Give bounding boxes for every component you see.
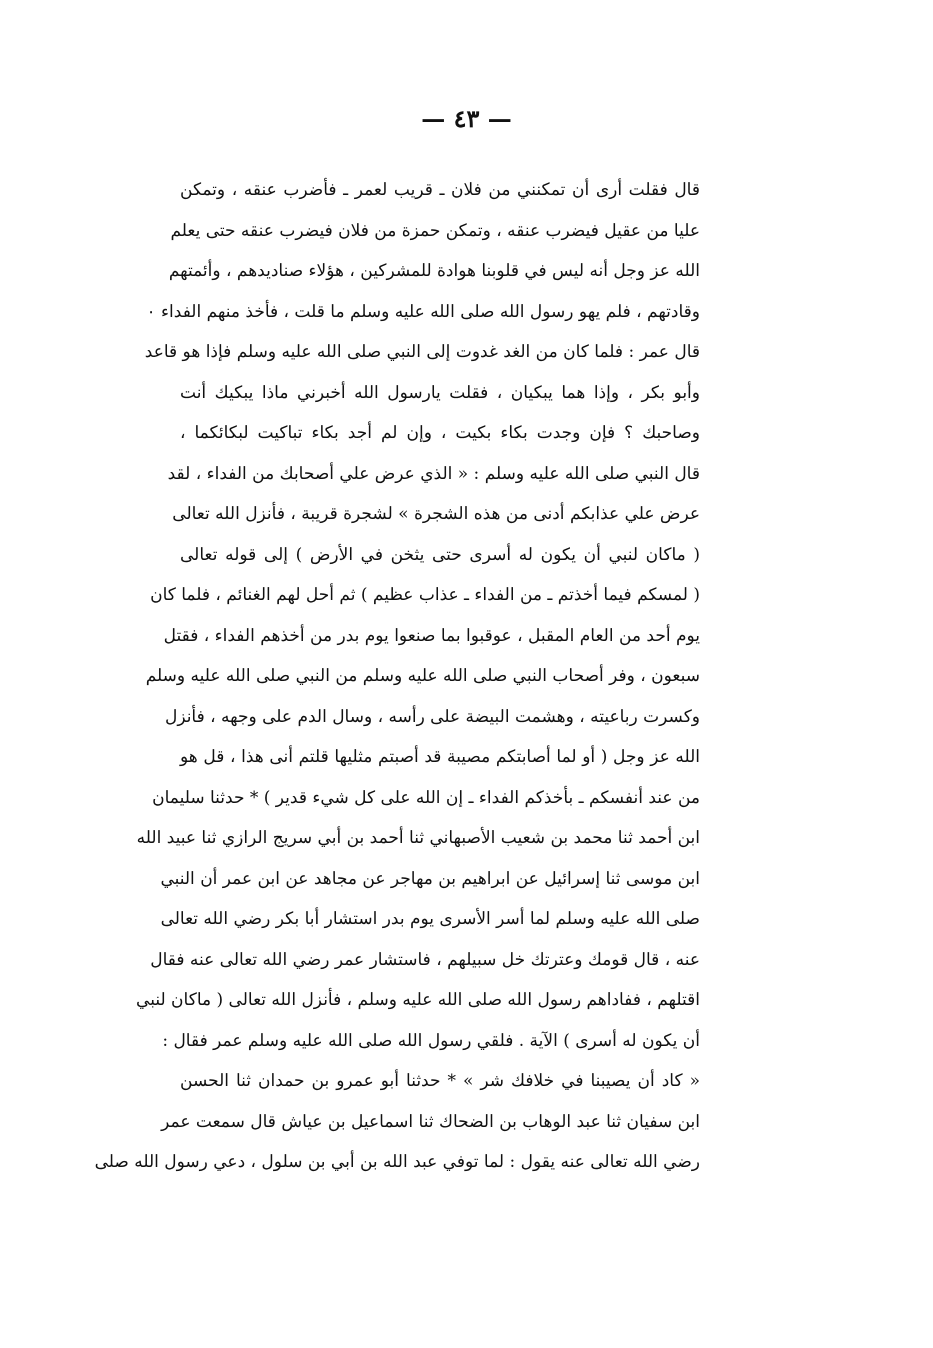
text-line: عرض علي عذابكم أدنى من هذه الشجرة » لشجرة قريبة ، فأنزل الله تعالى	[172, 504, 700, 524]
text-line: ( ماكان لنبي أن يكون له أسرى حتى يثخن في الأرض ) إلى قوله تعالى	[180, 544, 700, 565]
text-line: أن يكون له أسرى ) الآية . فلقي رسول الله صلى الله عليه وسلم عمر فقال :	[162, 1030, 700, 1051]
text-line: ( لمسكم فيما أخذتم ـ من الفداء ـ عذاب عظيم ) ثم أحل لهم الغنائم ، فلما كان	[150, 585, 700, 605]
text-line: قال فقلت أرى أن تمكنني من فلان ـ قريب لعمر ـ فأضرب عنقه ، وتمكن	[180, 180, 700, 200]
text-line: اقتلهم ، ففاداهم رسول الله صلى الله عليه وسلم ، فأنزل الله تعالى ( ماكان لنبي	[136, 990, 700, 1010]
text-line: وصاحبك ؟ فإن وجدت بكاء بكيت ، وإن لم أجد بكاء تباكيت لبكائكما ،	[180, 423, 700, 443]
text-line: من عند أنفسكم ـ بأخذكم الفداء ـ إن الله على كل شيء قدير ) * حدثنا سليمان	[152, 787, 700, 808]
text-line: ابن موسى ثنا إسرائيل عن ابراهيم بن مهاجر عن مجاهد عن ابن عمر أن النبي	[160, 868, 700, 889]
text-line: قال النبي صلى الله عليه وسلم : « الذي عرض علي أصحابك من الفداء ، لقد	[167, 463, 700, 484]
text-line: سبعون ، وفر أصحاب النبي صلى الله عليه وسلم من النبي صلى الله عليه وسلم	[145, 666, 700, 686]
page-number: — ٤٣ —	[421, 104, 512, 133]
text-line: عليا من عقيل فيضرب عنقه ، وتمكن حمزة من فلان فيضرب عنقه حتى يعلم	[170, 220, 700, 241]
text-line: وقادتهم ، فلم يهو رسول الله صلى الله عليه وسلم ما قلت ، فأخذ منهم الفداء ٠	[146, 301, 700, 322]
text-line: عنه ، قال قومك وعترتك خل سبيلهم ، فاستشار عمر رضي الله تعالى عنه فقال	[150, 949, 700, 970]
text-line: الله عز وجل ( أو لما أصابتكم مصيبة قد أصبتم مثليها قلتم أنى هذا ، قل هو	[180, 747, 700, 767]
body-text	[94, 170, 700, 1183]
text-line: يوم أحد من العام المقبل ، عوقبوا بما صنعوا يوم بدر من أخذهم الفداء ، فقتل	[163, 625, 700, 646]
text-line: ابن سفيان ثنا عبد الوهاب بن الضحاك ثنا اسماعيل بن عياش قال سمعت عمر	[161, 1111, 700, 1132]
text-line: ابن أحمد ثنا محمد بن شعيب الأصبهاني ثنا أحمد بن أبي سريج الرازي ثنا عبيد الله	[136, 828, 700, 848]
text-line: الله عز وجل أنه ليس في قلوبنا هوادة للمشركين ، هؤلاء صناديدهم ، وأئمتهم	[168, 261, 700, 281]
text-line: قال عمر : فلما كان من الغد غدوت إلى النبي صلى الله عليه وسلم فإذا هو قاعد	[144, 342, 700, 362]
text-line: وكسرت رباعيته ، وهشمت البيضة على رأسه ، وسال الدم على وجهه ، فأنزل	[164, 706, 700, 727]
text-line: رضي الله تعالى عنه يقول : لما توفي عبد الله بن أبي بن سلول ، دعي رسول الله صلى	[94, 1152, 700, 1172]
text-line: وأبو بكر ، وإذا هما يبكيان ، فقلت يارسول الله أخبرني ماذا يبكيك أنت	[180, 382, 700, 403]
text-line: صلى الله عليه وسلم لما أسر الأسرى يوم بدر استشار أبا بكر رضي الله تعالى	[160, 909, 700, 929]
text-line: « كاد أن يصيبنا في خلافك شر » * حدثنا أبو عمرو بن حمدان ثنا الحسن	[180, 1071, 700, 1091]
